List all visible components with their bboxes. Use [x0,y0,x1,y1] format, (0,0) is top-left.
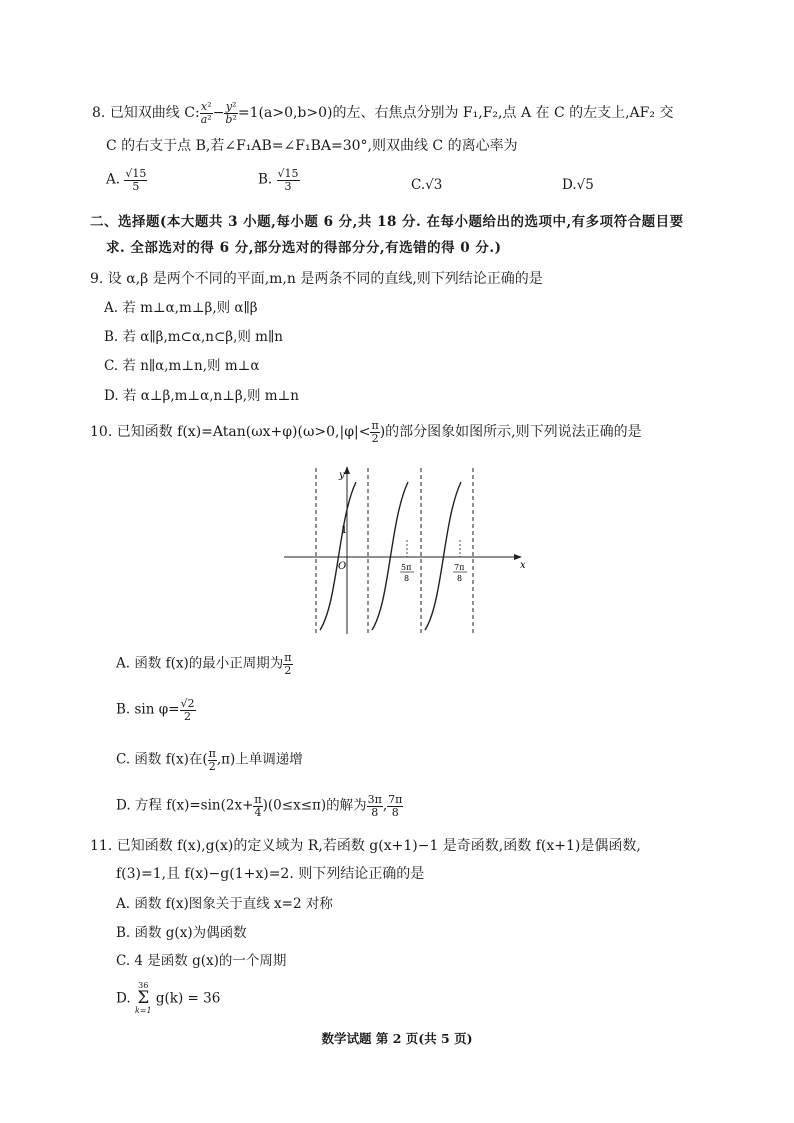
option-label: D. [116,990,131,1007]
question-8-option-d [562,177,594,193]
question-11-option-d [116,982,220,1015]
two-denominator: 2 [208,759,216,773]
option-label: B. [258,171,273,188]
question-10-option-a [116,652,293,676]
option-c-text-b: ,π)上单调递增 [216,751,303,768]
page-footer: 数学试题 第 2 页(共 5 页) [321,1031,473,1046]
solution-2-fraction [387,794,403,818]
question-10-stem-a: 10. 已知函数 f(x)=Atan(ωx+φ)(ω>0,|φ|< [90,424,371,441]
origin-label: O [338,561,347,572]
option-label: C. [411,177,426,193]
option-a-fraction [124,168,147,192]
hyperbola-x-fraction: $\frac{\text{x²}}{\text{a²}}$ [200,100,212,126]
option-d-body: g(k) = 36 [155,990,221,1007]
two-denominator: 2 [184,709,191,723]
option-d-text-b: )(0≤x≤π)的解为 [262,797,367,814]
sin-phi-fraction [180,698,196,722]
section-2-heading: 二、选择题(本大题共 3 小题,每小题 6 分,共 18 分. 在每小题给出的选项中,有多项符合题目要 [90,214,684,230]
question-9-option-b: B. 若 α∥β,m⊂α,n⊂β,则 m∥n [104,329,283,345]
sum-upper-limit: 36 [138,981,149,990]
question-10-option-c [116,748,303,772]
pi-numerator: π [254,793,262,806]
question-8-stem: 8. 已知双曲线 C: $\frac{\text{x²}}{\text{a²}}$ − $\frac{\text{y²}}{\text{b²}}$ =1(a>0,b>0)的左、右焦点分别为 F₁,F₂,点 A 在 C 的左支上,AF₂ 交 [92,100,674,126]
option-b-fraction [277,168,300,192]
tick-7pi8-denominator: 8 [457,574,463,583]
question-9-option-a: A. 若 m⊥α,m⊥β,则 α∥β [104,300,258,316]
solution-2-numerator: 7π [388,793,403,806]
question-11-stem-line1: 11. 已知函数 f(x),g(x)的定义域为 R,若函数 g(x+1)−1 是奇函数,函数 f(x+1)是偶函数, [90,838,641,854]
question-9-option-c: C. 若 n∥α,m⊥n,则 m⊥α [104,358,260,374]
question-8-number: 8. [92,105,106,122]
hyperbola-y-fraction: $\frac{\text{y²}}{\text{b²}}$ [225,100,237,126]
question-11-option-a: A. 函数 f(x)图象关于直线 x=2 对称 [116,896,333,912]
pi-numerator: π [208,747,216,760]
sum-lower-limit: k=1 [134,1006,152,1015]
two-denominator: 2 [284,663,292,677]
x-axis-label: x [520,560,526,571]
phi-bound-fraction [370,420,379,444]
tangent-branch-1 [320,482,356,630]
question-11-stem-line2: f(3)=1,且 f(x)−g(1+x)=2. 则下列结论正确的是 [116,866,425,882]
summation [135,982,152,1015]
option-label: A. [106,171,121,188]
option-d-value: √5 [576,177,594,193]
question-10-stem [90,420,642,444]
y-axis-arrow [344,466,350,474]
comma: , [382,797,388,814]
solution-1-numerator: 3π [367,793,382,806]
tick-7pi8-numerator: 7π [454,563,465,572]
pi-numerator: π [371,419,379,432]
option-c-text-a: C. 函数 f(x)在( [116,751,208,768]
sigma-symbol: Σ [137,988,150,1008]
question-8-text-b: =1(a>0,b>0)的左、右焦点分别为 F₁,F₂,点 A 在 C 的左支上,AF₂ 交 [237,105,674,122]
question-11-option-c: C. 4 是函数 g(x)的一个周期 [116,953,287,969]
question-10-option-d [116,794,403,818]
section-2-instructions: 求. 全部选对的得 6 分,部分选对的得部分分,有选错的得 0 分.) [106,240,502,256]
four-denominator: 4 [254,805,262,819]
y-axis-label: y [339,470,345,481]
question-8-option-c [411,177,442,193]
option-a-numerator: √15 [125,167,147,180]
tick-5pi8-numerator: 5π [401,563,412,572]
option-a-denominator: 5 [132,179,140,193]
option-b-denominator: 3 [284,179,292,193]
question-9-stem: 9. 设 α,β 是两个不同的平面,m,n 是两条不同的直线,则下列结论正确的是 [90,271,543,287]
question-8-line2: C 的右支于点 B,若∠F₁AB=∠F₁BA=30°,则双曲线 C 的离心率为 [106,138,518,154]
question-10-stem-b: )的部分图象如图所示,则下列说法正确的是 [379,424,642,441]
period-fraction [283,652,292,676]
option-c-value: √3 [425,177,443,193]
option-a-text: A. 函数 f(x)的最小正周期为 [116,655,284,672]
solution-1-denominator: 8 [371,805,379,819]
option-d-text-a: D. 方程 f(x)=sin(2x+ [116,797,254,814]
tangent-branch-2 [372,482,408,630]
solution-2-denominator: 8 [391,805,399,819]
question-10-option-b [116,698,196,722]
one-label: 1 [341,525,348,536]
question-9-option-d: D. 若 α⊥β,m⊥α,n⊥β,则 m⊥n [104,388,299,404]
tick-5pi8-denominator: 8 [404,574,410,583]
question-11-option-b: B. 函数 g(x)为偶函数 [116,925,247,941]
question-8-text-a: 已知双曲线 C: [109,105,200,122]
tangent-graph [280,460,530,638]
interval-start-fraction [208,748,217,772]
question-8-option-a [106,168,147,192]
question-8-option-b [258,168,300,192]
option-b-text: B. sin φ= [116,701,180,718]
option-label: D. [562,177,577,193]
phase-fraction [253,794,262,818]
option-b-numerator: √15 [277,167,299,180]
solution-1-fraction [367,794,383,818]
root2-numerator: √2 [180,697,195,710]
two-denominator: 2 [371,431,379,445]
pi-numerator: π [284,651,292,664]
tangent-branch-3 [425,482,461,630]
